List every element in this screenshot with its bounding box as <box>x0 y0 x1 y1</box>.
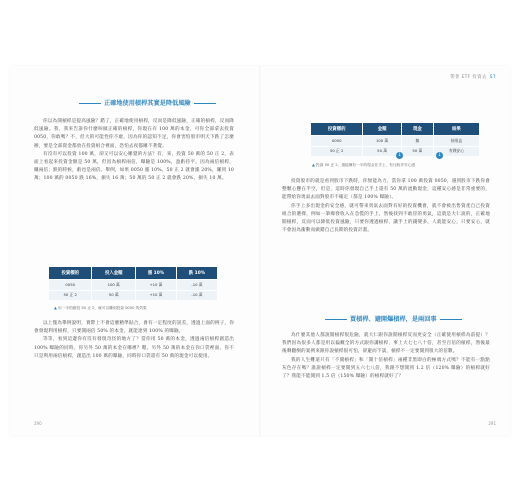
table-row: 0050 100 萬 +10 萬 -10 萬 <box>49 280 217 290</box>
body-text-block <box>34 320 234 361</box>
page-number: 291 <box>488 421 496 426</box>
paragraph: 等等，看到這邊你有沒有發現奇怪的地方了？當你用 50 萬的本金，透過兩倍槓桿創造出 100% 曝險的同時，你另外 50 萬的本金在哪裡？嗯，另外 50 萬的本金在你口袋裡面，你不只是利用兩倍槓桿，創造出 100 萬的曝險，同時你口袋還有 50 萬的現金可以使用。 <box>34 337 234 359</box>
table-header: 現金 <box>402 123 433 135</box>
page-number: 290 <box>34 421 42 426</box>
left-page <box>10 66 260 436</box>
paragraph: 有沒有可以投資 100 萬，卻又可以安心睡覺的方法？有，來，投資 50 萬的 50 正 2，表面上看起來投資金額是 50 萬，但因為槓桿兩倍，曝險是 100%，盈虧持平。因為兩倍槓桿，賺兩倍；跌的時候，虧也是兩倍。舉例，如果 0050 漲 10%，50 正 2 就會漲 20%，賺到 10 萬；100 萬的 0050 跌 16%，損失 16 萬；50 萬的 50 正 2 就會跌 20%，損失 10 萬。 <box>34 151 234 182</box>
table-header: 金額 <box>363 123 400 135</box>
running-head: 帶著 ETF 投資去 S7 <box>450 75 496 80</box>
table-row: 0050 100 萬 無 按兩盒 <box>311 136 479 146</box>
paragraph: 為什麼其他人都說開槓桿很危險，就大仁跟你說開槓桿反而更安全（正確使用槓桿為前提）？我們因為很多人都是用以偏概全的方式跟你講槓桿，事上大七七八十倍，甚至百倍的槓桿，然後最後剩翻倒的案例來跟你說槓桿很可怕，卻避而不談，槓桿不一定要開到很大的倍數。 <box>282 333 490 355</box>
body-text-block <box>34 118 234 184</box>
paragraph: 我的人生難道只有「不開槓桿」和「開十倍槓桿」兩種非黑即白的極端方式嗎？不能有一點點灰色存在嗎？誰說槓桿一定要開到五六七八倍，我跟不想開到 1.2 倍（120% 曝險）的槓桿就好了？我能不能開到 1.5 倍（150% 曝險）的槓桿就好了？ <box>282 357 490 380</box>
body-text-block <box>282 332 490 381</box>
section-heading: 買槓桿、避開爆槓桿，是兩回事 <box>350 316 437 323</box>
paragraph: 你以為開槓桿是提高風險？錯了，正確地使用槓桿，反而是降低風險，正確的槓桿，反而降低風險。我，我來告訴你什麼叫做正確的槓桿，你現在有 100 萬的本金，可你全部拿去投資 0050，你敢嗎？不，但大的可能性你不敢，因為你的認知不足，你會害怕股市明天下跌了怎麼辦，要是全部資金都放在投資組合裡面，恐怕去夜都睡不著覺。 <box>34 119 234 149</box>
triangle-icon: ▲ <box>54 306 57 310</box>
table-row: 50 正 2 50 萬 +10 萬 -10 萬 <box>49 291 217 301</box>
cash-comparison-table <box>310 122 480 157</box>
table-row: 50 正 2 50 萬 50 萬 有錢安心 <box>311 147 479 157</box>
body-text-block <box>282 178 490 235</box>
section-heading: 正確地使用槓桿其實是降低風險 <box>104 100 191 107</box>
book-spread <box>10 66 510 436</box>
paragraph: 投資股市的就是看到股市下跌時，你無能為力，當你拿 100 萬投資 0050，遇到股市下跌你會整顆心懸在半空，但是，這時你發現自己手上還有 50 萬的流動現金，這種安心感是非常重要的，能帶給你勇氣去面對股市不確定（都是 100% 曝險）。 <box>282 179 490 201</box>
arrow-down-icon: ↓ <box>437 152 442 158</box>
arrow-down-icon: ↓ <box>397 152 402 158</box>
table-header: 投資標的 <box>311 123 362 135</box>
table-header: 投入金額 <box>92 267 134 279</box>
table-caption: ▲ 投資 50 正 2，還能擁有一半的現金在手上，有比較多安心感 <box>312 163 416 167</box>
table-caption: ▲ 用一半的錢投 50 正 2，就可以賺到投資 0050 的效果 <box>54 306 147 310</box>
right-page <box>260 66 510 436</box>
paragraph: 你手上多出現金的安全感，就可帶來勇氣去面對有好的投資機會，就不會被出售資產自己投資組合的選擇，例如一筆爆發收入在急慌的手上，然後找到不敢冒的勇氣，這就是大仁說的，正確地開槓桿，反而可以降低投資風險，只要你透過槓桿，讓手上的錢變多，人就能安心，只要安心，就不會因為衝動而做錯自己長期的投資計畫。 <box>282 203 490 234</box>
table-header: 跌 10% <box>177 267 217 279</box>
table-header: 漲 10% <box>136 267 176 279</box>
triangle-icon: ▲ <box>312 163 315 167</box>
comparison-table <box>48 266 218 301</box>
paragraph: 以上僅為舉例說明，實際上不會這麼精準貼合，會有一定程度的誤差，透過上面的例子，你會發現利用槓桿，只要開兩倍 50% 的本金，就能達到 100% 的曝險。 <box>34 321 234 335</box>
table-header: 結果 <box>434 123 479 135</box>
table-header: 投資標的 <box>49 267 91 279</box>
